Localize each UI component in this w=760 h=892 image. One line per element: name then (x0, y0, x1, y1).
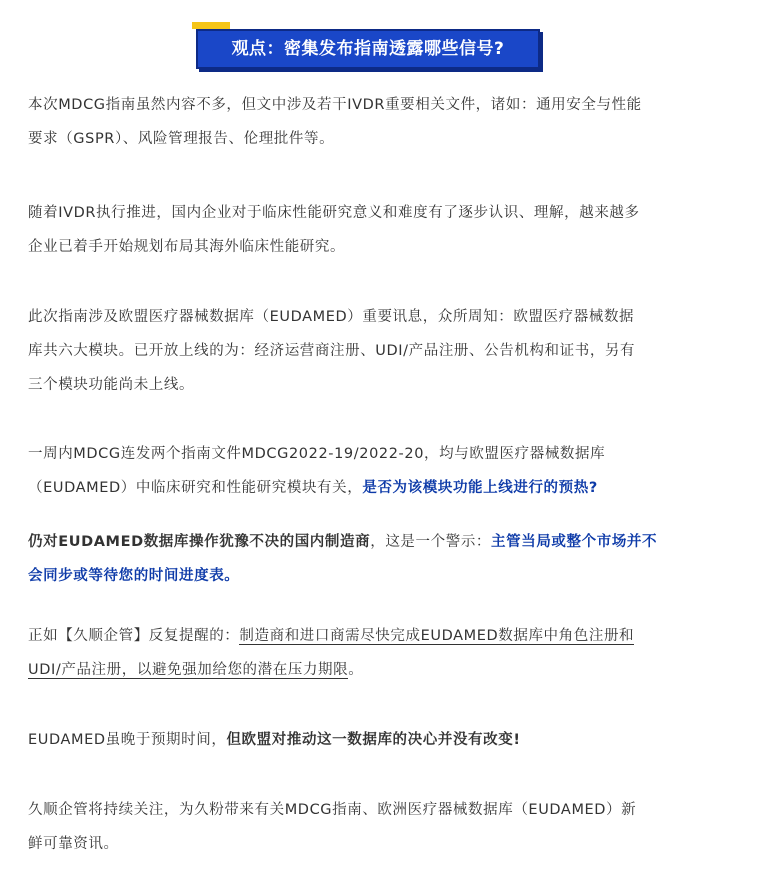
section-header (192, 22, 542, 70)
p6-plain: 正如【久顺企管】反复提醒的： (28, 628, 240, 644)
p8-line1: 久顺企管将持续关注，为久粉带来有关MDCG指南、欧洲医疗器械数据库（EUDAMED）新 (28, 802, 637, 818)
p2-line1: 随着IVDR执行推进，国内企业对于临床性能研究意义和难度有了逐步认识、理解，越来越多 (28, 205, 640, 221)
p6-underline-1: 制造商和进口商需尽快完成EUDAMED数据库中角色注册和 (239, 628, 635, 644)
p8-line2: 鲜可靠资讯。 (28, 836, 119, 852)
header-accent-bar (192, 22, 230, 29)
p3-line1: 此次指南涉及欧盟医疗器械数据库（EUDAMED）重要讯息，众所周知：欧盟医疗器械数据 (28, 309, 635, 325)
p3-line3: 三个模块功能尚未上线。 (28, 377, 195, 393)
p3-line2: 库共六大模块。已开放上线的为：经济运营商注册、UDI/产品注册、公告机构和证书，另有 (28, 343, 636, 359)
paragraph-6 (28, 619, 710, 687)
p1-line2: 要求（GSPR）、风险管理报告、伦理批件等。 (28, 131, 335, 147)
paragraph-7 (28, 723, 710, 757)
paragraph-5 (28, 525, 710, 593)
p1-line1: 本次MDCG指南虽然内容不多，但文中涉及若干IVDR重要相关文件，诸如：通用安全与性能 (28, 97, 642, 113)
p6-end: 。 (348, 662, 364, 678)
paragraph-1 (28, 88, 710, 156)
p5-highlight-1: 主管当局或整个市场并不 (491, 534, 658, 550)
paragraph-4 (28, 437, 710, 505)
header-title: 观点：密集发布指南透露哪些信号? (196, 29, 540, 69)
p4-line2-plain: （EUDAMED）中临床研究和性能研究模块有关， (28, 480, 363, 496)
p5-highlight-2: 会同步或等待您的时间进度表。 (28, 568, 240, 584)
p4-line1: 一周内MDCG连发两个指南文件MDCG2022-19/2022-20，均与欧盟医疗器械数据库 (28, 446, 606, 462)
p4-highlight: 是否为该模块功能上线进行的预热? (362, 480, 598, 496)
p7-bold: 但欧盟对推动这一数据库的决心并没有改变! (226, 732, 521, 748)
p2-line2: 企业已着手开始规划布局其海外临床性能研究。 (28, 239, 346, 255)
paragraph-2 (28, 196, 710, 264)
p7-plain: EUDAMED虽晚于预期时间， (28, 732, 227, 748)
paragraph-8 (28, 793, 710, 861)
p5-bold: 仍对EUDAMED数据库操作犹豫不决的国内制造商 (28, 534, 371, 550)
p6-underline-2: UDI/产品注册，以避免强加给您的潜在压力期限 (28, 662, 349, 678)
p5-plain: ，这是一个警示： (370, 534, 492, 550)
paragraph-3 (28, 300, 710, 402)
